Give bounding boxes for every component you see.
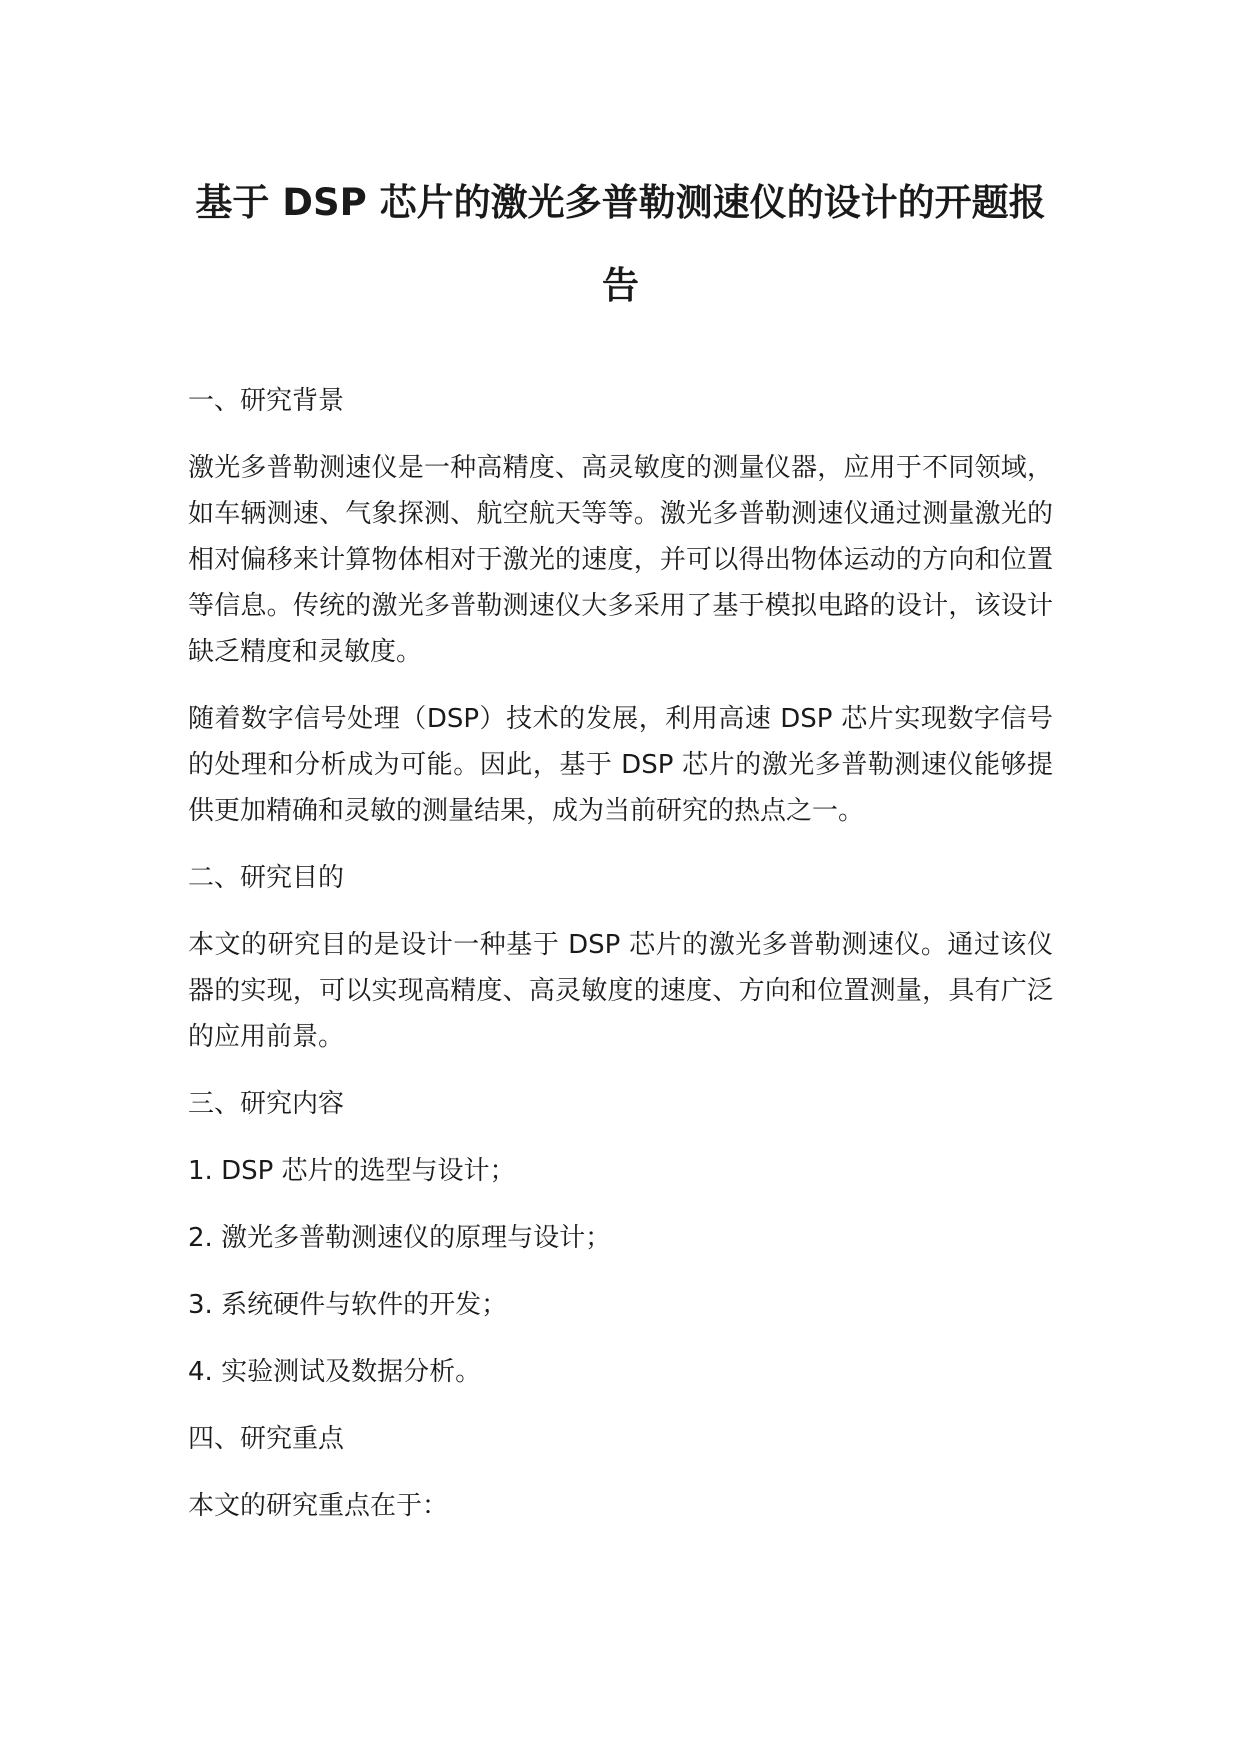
section-heading-objective: 二、研究目的 bbox=[188, 863, 345, 893]
objective-paragraph: 本文的研究目的是设计一种基于 DSP 芯片的激光多普勒测速仪。通过该仪器的实现，可以实现高精度、高灵敏度的速度、方向和位置测量，具有广泛的应用前景。 bbox=[188, 930, 1053, 1052]
content-list-item-2: 2. 激光多普勒测速仪的原理与设计； bbox=[188, 1223, 612, 1253]
document-body bbox=[188, 378, 1053, 1550]
focus-paragraph: 本文的研究重点在于： bbox=[188, 1491, 449, 1521]
content-list-item-1: 1. DSP 芯片的选型与设计； bbox=[188, 1156, 516, 1186]
document-title-line-2: 告 bbox=[602, 264, 639, 307]
background-paragraph-1: 激光多普勒测速仪是一种高精度、高灵敏度的测量仪器，应用于不同领域，如车辆测速、气象探测、航空航天等等。激光多普勒测速仪通过测量激光的相对偏移来计算物体相对于激光的速度，并可以得出物体运动的方向和位置等信息。传统的激光多普勒测速仪大多采用了基于模拟电路的设计，该设计缺乏精度和灵敏度。 bbox=[188, 453, 1053, 667]
document-title-line-1: 基于 DSP 芯片的激光多普勒测速仪的设计的开题报 bbox=[195, 181, 1046, 224]
content-list-item-3: 3. 系统硬件与软件的开发； bbox=[188, 1290, 508, 1320]
background-paragraph-2: 随着数字信号处理（DSP）技术的发展，利用高速 DSP 芯片实现数字信号的处理和分析成为可能。因此，基于 DSP 芯片的激光多普勒测速仪能够提供更加精确和灵敏的测量结果，成为当前研究的热点之一。 bbox=[188, 704, 1053, 826]
section-heading-background: 一、研究背景 bbox=[188, 386, 345, 416]
section-heading-focus: 四、研究重点 bbox=[188, 1424, 345, 1454]
section-heading-content: 三、研究内容 bbox=[188, 1089, 345, 1119]
content-list-item-4: 4. 实验测试及数据分析。 bbox=[188, 1357, 482, 1387]
